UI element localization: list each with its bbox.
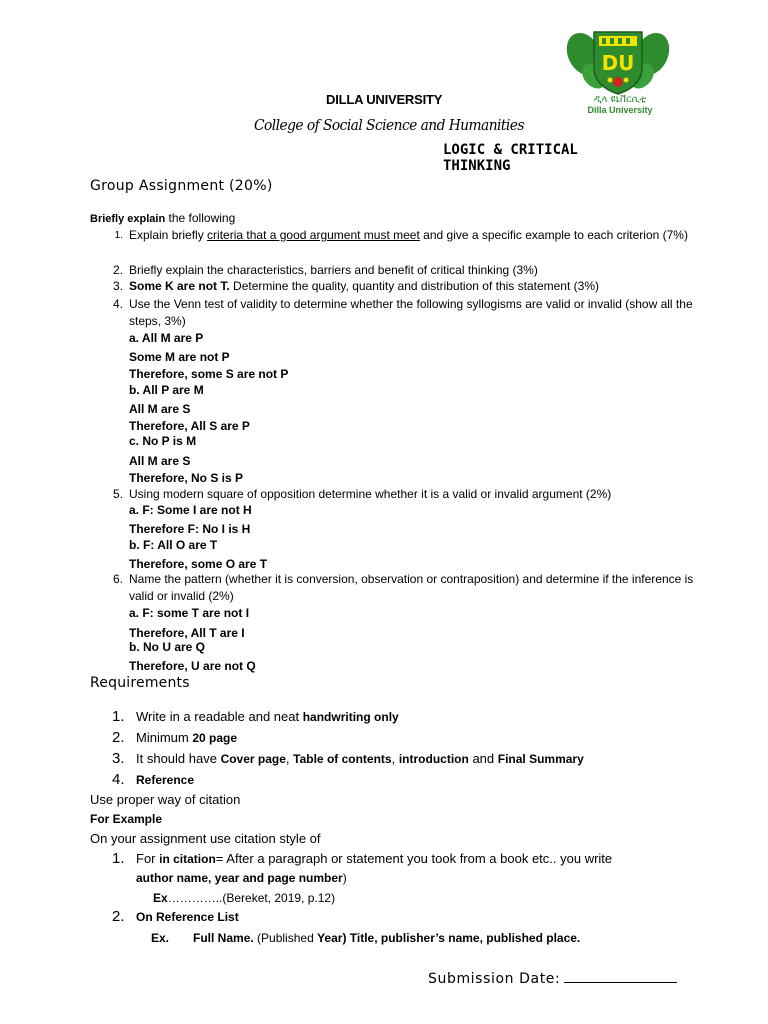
question-number: 4. bbox=[112, 297, 123, 311]
in-citation-line2: author name, year and page number) bbox=[136, 871, 347, 885]
question-text: Some K are not T. Determine the quality, quantity and distribution of this statement (3%) bbox=[129, 279, 599, 293]
course-title-line1: LOGIC & CRITICAL bbox=[443, 142, 578, 158]
assignment-title: Group Assignment (20%) bbox=[90, 178, 273, 194]
question-5 bbox=[105, 486, 695, 503]
intro-rest: the following bbox=[165, 211, 236, 225]
intro-bold: Briefly explain bbox=[90, 213, 166, 225]
submission-label: Submission Date: bbox=[428, 971, 561, 987]
question-number: 1. bbox=[114, 230, 123, 241]
q4-line: Therefore, All S are P bbox=[129, 419, 250, 433]
question-text: Explain briefly criteria that a good argument must meet and give a specific example to each criterion (7%) bbox=[129, 228, 688, 242]
q4-line: b. All P are M bbox=[129, 383, 204, 397]
citation-item: 2. On Reference List bbox=[112, 908, 239, 925]
for-example-label: For Example bbox=[90, 812, 163, 826]
q6-line: Therefore, U are not Q bbox=[129, 659, 256, 673]
question-number: 2. bbox=[112, 263, 123, 277]
underlined-phrase: criteria that a good argument must meet bbox=[207, 228, 420, 242]
q4-line: All M are S bbox=[129, 454, 191, 468]
question-3 bbox=[105, 278, 695, 295]
requirement-item: 2. Minimum 20 page bbox=[112, 729, 238, 746]
q6-line: b. No U are Q bbox=[129, 640, 206, 654]
logo-caption-amharic: ዲላ ዩኒቨርሲቲ bbox=[593, 94, 647, 105]
citation-style-line: On your assignment use citation style of bbox=[90, 831, 321, 846]
questions-intro bbox=[90, 211, 235, 225]
q6-line: Therefore, All T are I bbox=[129, 626, 245, 640]
requirement-item: 1. Write in a readable and neat handwriting only bbox=[112, 708, 399, 725]
submission-date bbox=[428, 968, 677, 987]
question-text: Name the pattern (whether it is conversion, observation or contraposition) and determine if the inference is valid or invalid (2%) bbox=[129, 572, 694, 603]
question-1 bbox=[105, 227, 695, 244]
logo-caption bbox=[572, 94, 668, 115]
q5-line: Therefore F: No I is H bbox=[129, 522, 251, 536]
question-number: 3. bbox=[112, 279, 123, 293]
question-text: Briefly explain the characteristics, barriers and benefit of critical thinking (3%) bbox=[129, 263, 538, 277]
q4-line: Some M are not P bbox=[129, 350, 230, 364]
requirement-item: 3. It should have Cover page, Table of contents, introduction and Final Summary bbox=[112, 750, 584, 767]
q4-line: All M are S bbox=[129, 402, 191, 416]
logo-letters: DU bbox=[601, 51, 635, 75]
q4-line: Therefore, No S is P bbox=[129, 471, 244, 485]
course-title bbox=[443, 142, 643, 174]
q5-line: Therefore, some O are T bbox=[129, 557, 268, 571]
college-name: College of Social Science and Humanities bbox=[254, 116, 524, 134]
requirement-item: 4. Reference bbox=[112, 771, 195, 788]
q5-line: b. F: All O are T bbox=[129, 538, 218, 552]
q4-line: Therefore, some S are not P bbox=[129, 367, 289, 381]
citation-item: 1. For in citation= After a paragraph or statement you took from a book etc.. you write bbox=[112, 850, 613, 867]
question-6 bbox=[105, 571, 695, 605]
question-number: 6. bbox=[112, 572, 123, 586]
question-text: Use the Venn test of validity to determine whether the following syllogisms are valid or invalid (show all the steps, 3%) bbox=[129, 297, 693, 328]
q4-line: a. All M are P bbox=[129, 331, 204, 345]
question-2 bbox=[105, 262, 695, 279]
university-name: DILLA UNIVERSITY bbox=[326, 92, 443, 107]
reference-example: Ex. Full Name. (Published Year) Title, publisher’s name, published place. bbox=[151, 931, 581, 945]
q6-line: a. F: some T are not I bbox=[129, 606, 250, 620]
question-number: 5. bbox=[112, 487, 123, 501]
citation-line: Use proper way of citation bbox=[90, 792, 241, 807]
course-title-line2: THINKING bbox=[443, 158, 511, 174]
question-text: Using modern square of opposition determine whether it is a valid or invalid argument (2%) bbox=[129, 487, 612, 501]
q4-line: c. No P is M bbox=[129, 434, 197, 448]
logo-caption-english: Dilla University bbox=[587, 105, 653, 115]
submission-date-blank bbox=[564, 968, 677, 983]
in-citation-example: Ex…………..(Bereket, 2019, p.12) bbox=[153, 891, 336, 905]
question-4 bbox=[105, 296, 695, 330]
requirements-title: Requirements bbox=[90, 675, 190, 691]
q5-line: a. F: Some I are not H bbox=[129, 503, 252, 517]
